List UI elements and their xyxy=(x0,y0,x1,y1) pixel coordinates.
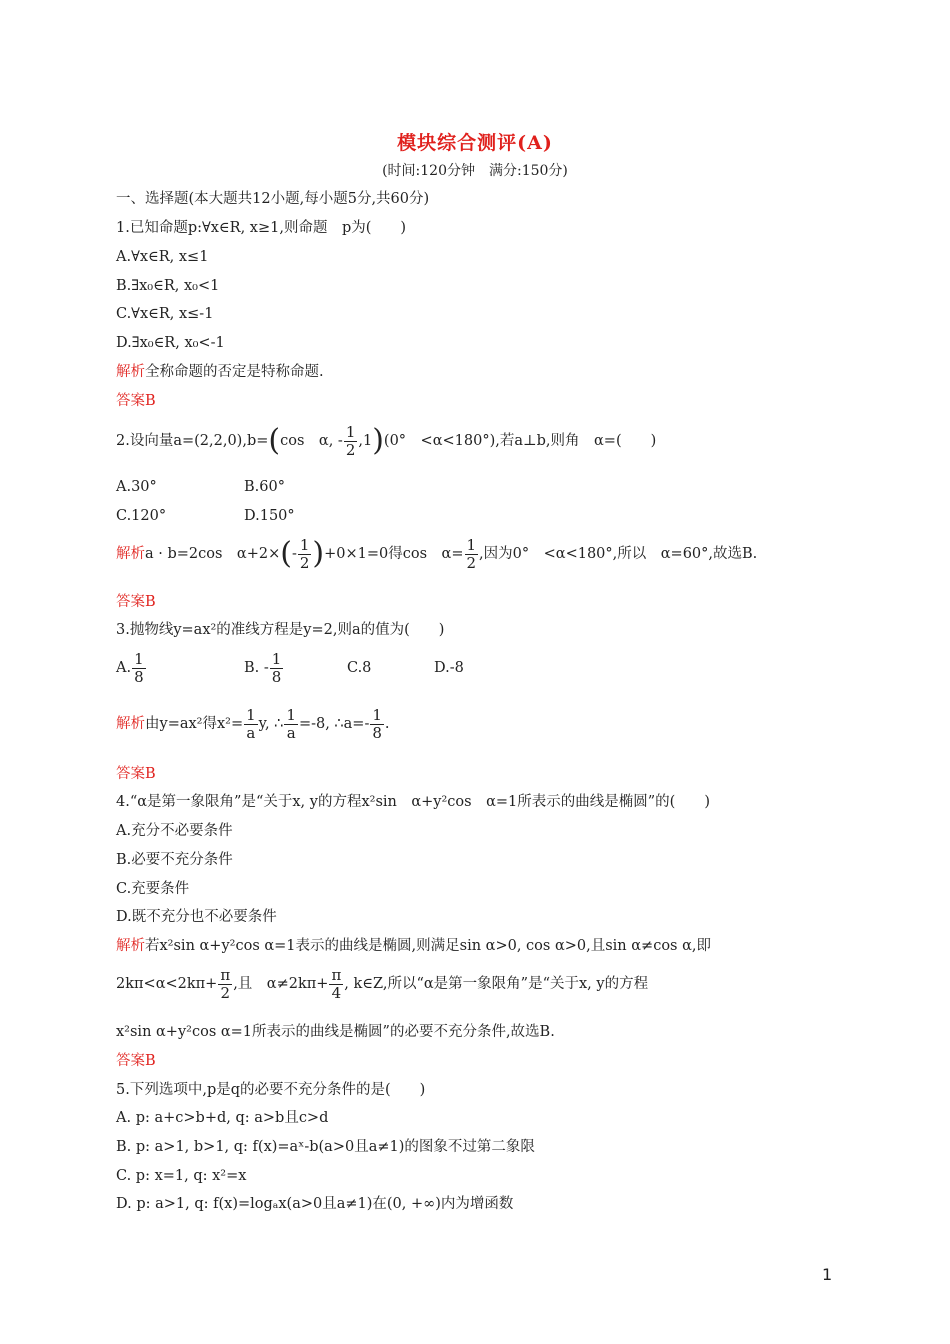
right-paren: ) xyxy=(372,423,384,458)
question-5-option-a: A. p: a+c>b+d, q: a>b且c>d xyxy=(116,1110,329,1126)
question-5-option-d: D. p: a>1, q: f(x)=logₐx(a>0且a≠1)在(0, +∞)内为增函数 xyxy=(116,1196,514,1212)
denominator: 8 xyxy=(372,723,382,742)
question-5-stem: 5.下列选项中,p是q的必要不充分条件的是( ) xyxy=(116,1082,426,1098)
denominator: a xyxy=(286,723,296,742)
q2-one: ,1 xyxy=(358,433,373,449)
question-2-answer: 答案B xyxy=(116,594,156,610)
question-3-option-c: C.8 xyxy=(347,660,372,676)
option-letter: B. - xyxy=(244,660,269,676)
numerator: 1 xyxy=(299,535,310,554)
numerator: π xyxy=(331,965,342,984)
denominator: a xyxy=(246,723,256,742)
fraction-one-eighth xyxy=(270,651,284,686)
fraction-one-eighth xyxy=(370,707,384,742)
fraction-one-half xyxy=(298,537,312,572)
question-1-option-b: B.∃x₀∈R, x₀<1 xyxy=(116,278,220,294)
question-5-option-b: B. p: a>1, b>1, q: f(x)=aˣ-b(a>0且a≠1)的图象不过第二象限 xyxy=(116,1139,535,1155)
denominator: 8 xyxy=(134,667,144,686)
question-3-option-d: D.-8 xyxy=(434,660,464,676)
question-2-option-a: A.30° xyxy=(116,479,157,495)
question-4-option-c: C.充要条件 xyxy=(116,881,190,897)
analysis-text: 由y=ax²得x²= xyxy=(145,716,244,732)
analysis-label: 解析 xyxy=(116,546,145,562)
question-4-analysis-line-1 xyxy=(116,936,711,956)
right-paren: ) xyxy=(312,536,325,571)
question-3-stem: 3.抛物线y=ax²的准线方程是y=2,则a的值为( ) xyxy=(116,622,445,638)
question-2-option-d: D.150° xyxy=(244,508,295,524)
question-3-option-a xyxy=(116,648,147,688)
question-4-option-d: D.既不充分也不必要条件 xyxy=(116,909,277,925)
analysis-text: 2kπ<α<2kπ+ xyxy=(116,976,218,992)
denominator: 2 xyxy=(466,553,477,572)
analysis-text: =-8, ∴a=- xyxy=(298,716,370,732)
left-paren: ( xyxy=(280,536,292,571)
question-4-stem: 4.“α是第一象限角”是“关于x, y的方程x²sin α+y²cos α=1所表示的曲线是椭圆”的( ) xyxy=(116,794,710,810)
analysis-text: , k∈Z,所以“α是第一象限角”是“关于x, y的方程 xyxy=(344,976,649,992)
q2-cos-part: cos α, - xyxy=(280,433,343,449)
analysis-text: +0×1=0得cos α= xyxy=(324,546,464,562)
question-1-stem: 1.已知命题p:∀x∈R, x≥1,则命题 p为( ) xyxy=(116,220,407,236)
question-1-option-c: C.∀x∈R, x≤-1 xyxy=(116,306,214,322)
analysis-text: 若x²sin α+y²cos α=1表示的曲线是椭圆,则满足sin α>0, cos α>0,且sin α≠cos α,即 xyxy=(145,938,711,954)
question-3-option-b xyxy=(244,648,284,688)
exam-info: (时间:120分钟 满分:150分) xyxy=(382,163,568,179)
minus-sign: - xyxy=(291,546,297,562)
numerator: 1 xyxy=(134,649,144,668)
question-1-option-d: D.∃x₀∈R, x₀<-1 xyxy=(116,335,225,351)
numerator: 1 xyxy=(345,422,356,441)
question-4-analysis-line-2 xyxy=(116,964,648,1004)
question-4-answer: 答案B xyxy=(116,1053,156,1069)
numerator: 1 xyxy=(466,535,477,554)
numerator: 1 xyxy=(372,705,382,724)
question-3-analysis xyxy=(116,704,390,744)
analysis-text: 全称命题的否定是特称命题. xyxy=(145,364,324,380)
numerator: 1 xyxy=(246,705,256,724)
question-4-analysis-line-3: x²sin α+y²cos α=1所表示的曲线是椭圆”的必要不充分条件,故选B. xyxy=(116,1024,555,1040)
analysis-label: 解析 xyxy=(116,938,145,954)
question-2-option-b: B.60° xyxy=(244,479,285,495)
fraction-pi-over-2 xyxy=(218,967,232,1002)
left-paren: ( xyxy=(268,423,281,458)
denominator: 2 xyxy=(220,983,231,1002)
question-3-answer: 答案B xyxy=(116,766,156,782)
q2-stem-part: 2.设向量a=(2,2,0),b= xyxy=(116,433,269,449)
numerator: 1 xyxy=(271,649,282,668)
page-number: 1 xyxy=(822,1265,833,1284)
analysis-label: 解析 xyxy=(116,364,145,380)
question-2-option-c: C.120° xyxy=(116,508,167,524)
analysis-text: ,且 α≠2kπ+ xyxy=(233,976,329,992)
question-1-analysis xyxy=(116,362,324,382)
denominator: 2 xyxy=(345,440,356,459)
analysis-text: ,因为0° <α<180°,所以 α=60°,故选B. xyxy=(479,546,758,562)
fraction-one-over-a xyxy=(284,707,298,742)
question-4-option-b: B.必要不充分条件 xyxy=(116,852,233,868)
fraction-one-half xyxy=(465,537,479,572)
question-1-answer: 答案B xyxy=(116,393,156,409)
analysis-text: y, ∴ xyxy=(258,716,284,732)
analysis-label: 解析 xyxy=(116,716,145,732)
question-4-option-a: A.充分不必要条件 xyxy=(116,823,233,839)
analysis-text: a · b=2cos α+2× xyxy=(145,546,281,562)
question-1-option-a: A.∀x∈R, x≤1 xyxy=(116,249,209,265)
page-title: 模块综合测评(A) xyxy=(397,132,553,154)
numerator: 1 xyxy=(286,705,296,724)
fraction-one-eighth xyxy=(132,651,146,686)
question-2-analysis xyxy=(116,534,757,574)
q2-stem-rest: (0° <α<180°),若a⊥b,则角 α=( ) xyxy=(383,433,657,449)
section-heading: 一、选择题(本大题共12小题,每小题5分,共60分) xyxy=(116,191,430,207)
period: . xyxy=(384,716,390,732)
fraction-one-over-a xyxy=(244,707,258,742)
denominator: 2 xyxy=(299,553,310,572)
question-5-option-c: C. p: x=1, q: x²=x xyxy=(116,1168,247,1184)
denominator: 8 xyxy=(271,667,282,686)
fraction-one-half xyxy=(344,424,358,459)
question-2-stem xyxy=(116,421,656,461)
option-letter: A. xyxy=(116,660,132,676)
fraction-pi-over-4 xyxy=(329,967,343,1002)
denominator: 4 xyxy=(331,983,342,1002)
numerator: π xyxy=(220,965,231,984)
